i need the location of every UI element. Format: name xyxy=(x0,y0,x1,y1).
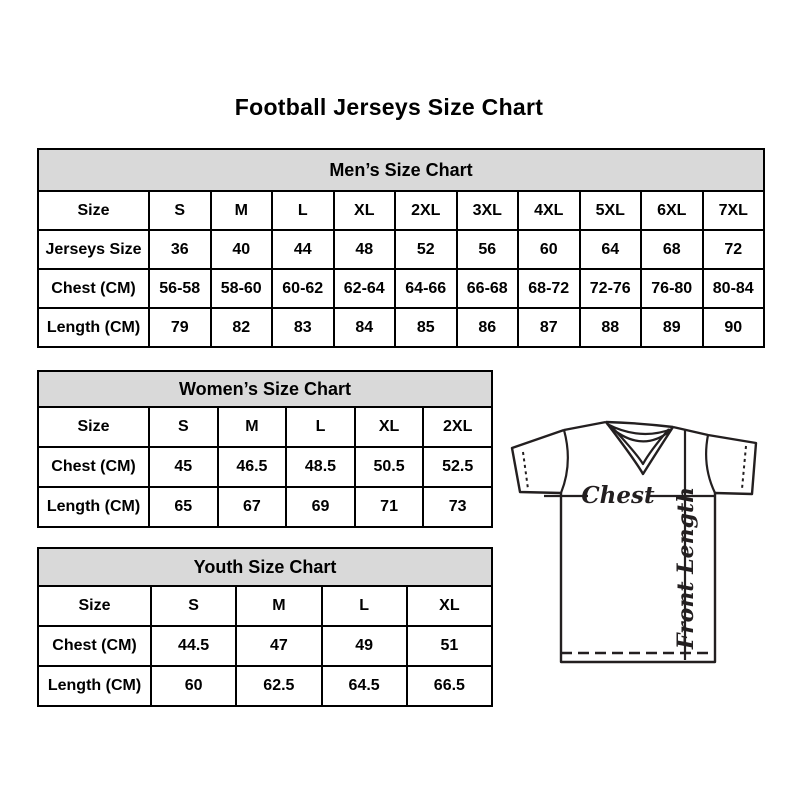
row-label: Chest (CM) xyxy=(38,626,151,666)
value-cell: M xyxy=(211,191,273,230)
value-cell: 66.5 xyxy=(407,666,492,706)
womens-size-chart-table xyxy=(37,370,493,528)
value-cell: M xyxy=(218,407,287,447)
value-cell: 51 xyxy=(407,626,492,666)
value-cell: 52 xyxy=(395,230,457,269)
value-cell: 69 xyxy=(286,487,355,527)
value-cell: 86 xyxy=(457,308,519,347)
row-label: Chest (CM) xyxy=(38,447,149,487)
value-cell: 50.5 xyxy=(355,447,424,487)
value-cell: 68-72 xyxy=(518,269,580,308)
value-cell: 3XL xyxy=(457,191,519,230)
value-cell: 80-84 xyxy=(703,269,765,308)
row-label: Chest (CM) xyxy=(38,269,149,308)
sleeve-stitch-left xyxy=(523,452,528,489)
table-title: Youth Size Chart xyxy=(38,548,492,586)
value-cell: S xyxy=(149,191,211,230)
value-cell: 85 xyxy=(395,308,457,347)
row-label: Size xyxy=(38,407,149,447)
jersey-measurement-diagram xyxy=(500,408,762,670)
value-cell: 65 xyxy=(149,487,218,527)
value-cell: 44.5 xyxy=(151,626,236,666)
value-cell: L xyxy=(322,586,407,626)
value-cell: 36 xyxy=(149,230,211,269)
youth-size-chart-table xyxy=(37,547,493,707)
value-cell: 4XL xyxy=(518,191,580,230)
value-cell: 88 xyxy=(580,308,642,347)
table-title: Women’s Size Chart xyxy=(38,371,492,407)
value-cell: 64 xyxy=(580,230,642,269)
row-label: Size xyxy=(38,191,149,230)
value-cell: 56 xyxy=(457,230,519,269)
value-cell: 47 xyxy=(236,626,321,666)
value-cell: XL xyxy=(355,407,424,447)
value-cell: 66-68 xyxy=(457,269,519,308)
value-cell: M xyxy=(236,586,321,626)
value-cell: 2XL xyxy=(395,191,457,230)
value-cell: 67 xyxy=(218,487,287,527)
value-cell: 73 xyxy=(423,487,492,527)
page-title: Football Jerseys Size Chart xyxy=(234,94,544,120)
value-cell: 82 xyxy=(211,308,273,347)
value-cell: XL xyxy=(334,191,396,230)
row-label: Jerseys Size xyxy=(38,230,149,269)
value-cell: 72 xyxy=(703,230,765,269)
value-cell: 68 xyxy=(641,230,703,269)
value-cell: 83 xyxy=(272,308,334,347)
value-cell: 49 xyxy=(322,626,407,666)
value-cell: 45 xyxy=(149,447,218,487)
value-cell: S xyxy=(151,586,236,626)
value-cell: 89 xyxy=(641,308,703,347)
value-cell: 58-60 xyxy=(211,269,273,308)
sleeve-stitch-right xyxy=(742,446,746,489)
table-title: Men’s Size Chart xyxy=(38,149,764,191)
row-label: Length (CM) xyxy=(38,308,149,347)
value-cell: 46.5 xyxy=(218,447,287,487)
value-cell: 48 xyxy=(334,230,396,269)
value-cell: 56-58 xyxy=(149,269,211,308)
value-cell: 79 xyxy=(149,308,211,347)
value-cell: XL xyxy=(407,586,492,626)
row-label: Length (CM) xyxy=(38,487,149,527)
chest-label: Chest xyxy=(581,482,655,509)
jersey-vneck-outer xyxy=(606,422,673,474)
value-cell: 44 xyxy=(272,230,334,269)
value-cell: 52.5 xyxy=(423,447,492,487)
row-label: Size xyxy=(38,586,151,626)
value-cell: 40 xyxy=(211,230,273,269)
value-cell: 64.5 xyxy=(322,666,407,706)
value-cell: 90 xyxy=(703,308,765,347)
value-cell: 5XL xyxy=(580,191,642,230)
value-cell: 7XL xyxy=(703,191,765,230)
value-cell: 72-76 xyxy=(580,269,642,308)
value-cell: 62.5 xyxy=(236,666,321,706)
value-cell: 62-64 xyxy=(334,269,396,308)
mens-size-chart-table xyxy=(37,148,765,348)
value-cell: 71 xyxy=(355,487,424,527)
value-cell: 60-62 xyxy=(272,269,334,308)
value-cell: 48.5 xyxy=(286,447,355,487)
value-cell: L xyxy=(286,407,355,447)
value-cell: 60 xyxy=(151,666,236,706)
value-cell: S xyxy=(149,407,218,447)
value-cell: 6XL xyxy=(641,191,703,230)
value-cell: 60 xyxy=(518,230,580,269)
value-cell: 87 xyxy=(518,308,580,347)
value-cell: 2XL xyxy=(423,407,492,447)
value-cell: 76-80 xyxy=(641,269,703,308)
value-cell: 64-66 xyxy=(395,269,457,308)
value-cell: 84 xyxy=(334,308,396,347)
value-cell: L xyxy=(272,191,334,230)
front-length-label: Front Length xyxy=(673,486,699,650)
row-label: Length (CM) xyxy=(38,666,151,706)
